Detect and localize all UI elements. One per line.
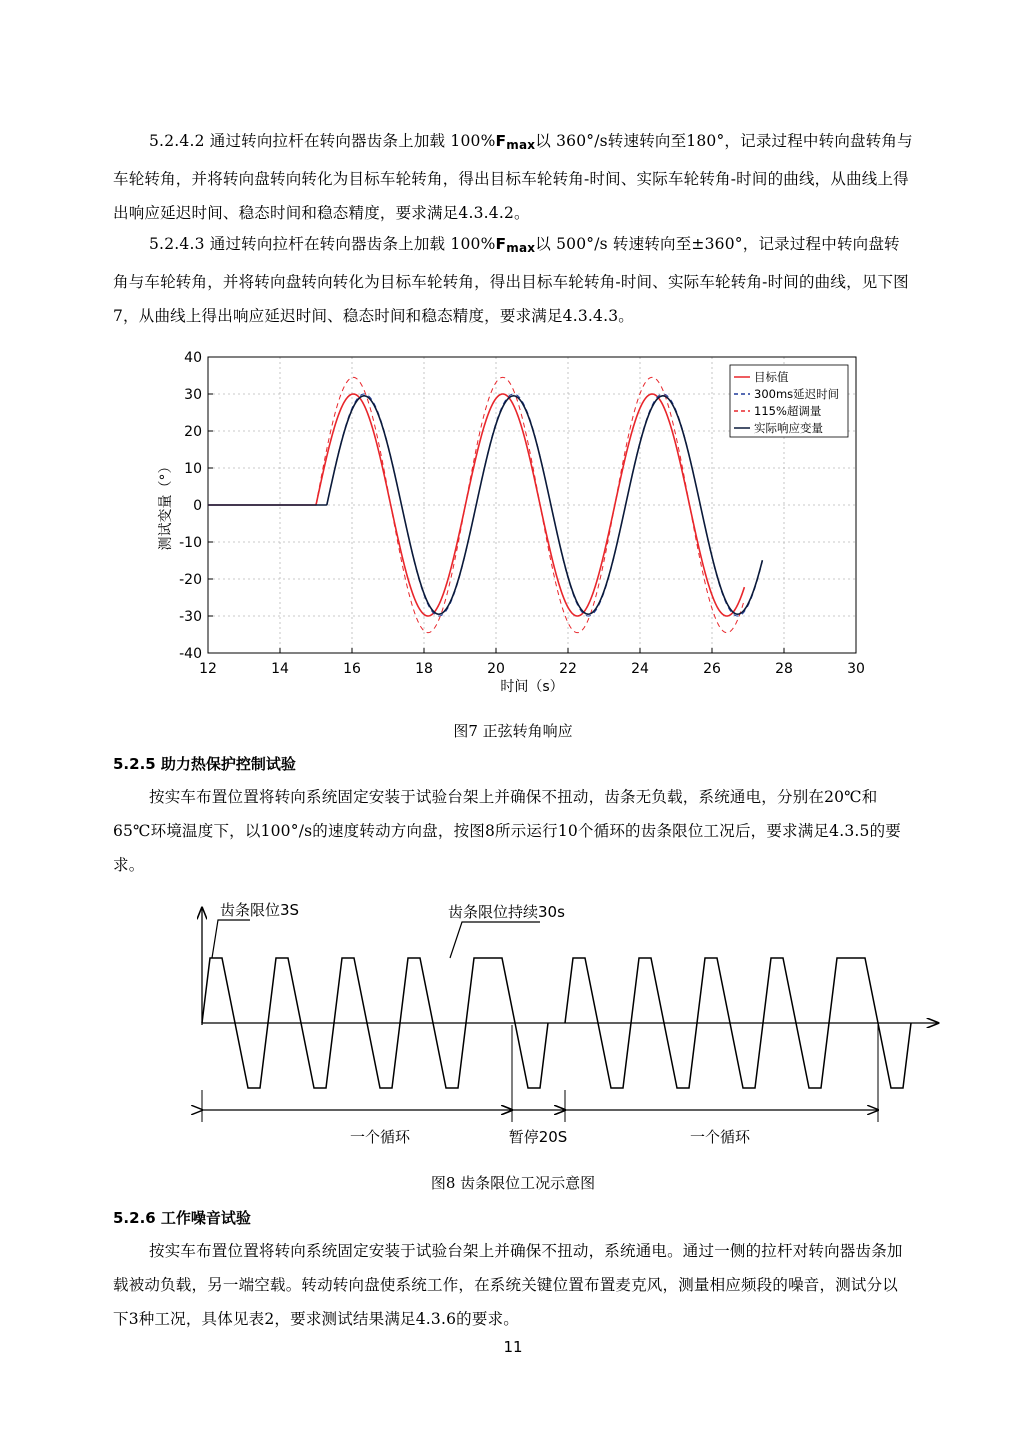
legend-entry: 实际响应变量: [754, 421, 823, 435]
callout-limit3s: [212, 920, 250, 958]
heading-526: 5.2.6 工作噪音试验: [113, 1209, 251, 1227]
x-tick-label: 26: [703, 661, 721, 677]
paragraph-525: 按实车布置位置将转向系统固定安装于试验台架上并确保不扭动，齿条无负载，系统通电，分别在20℃和65℃环境温度下，以100°/s的速度转动方向盘，按图8所示运行10个循环的齿条限位工况后，要求满足4.3.5的要求。: [113, 788, 901, 874]
y-tick-label: 10: [184, 461, 202, 477]
y-tick-label: 40: [184, 350, 202, 366]
figure7-caption: 图7 正弦转角响应: [453, 722, 573, 740]
paragraph-526: 按实车布置位置将转向系统固定安装于试验台架上并确保不扭动，系统通电。通过一侧的拉杆对转向器齿条加载被动负载，另一端空载。转动转向盘使系统工作，在系统关键位置布置麦克风，测量相应频段的噪音，测试分以下3种工况，具体见表2，要求测试结果满足4.3.6的要求。: [113, 1242, 903, 1328]
y-tick-label: -10: [179, 535, 202, 551]
label-cycle2: 一个循环: [689, 1128, 751, 1146]
x-tick-label: 20: [487, 661, 505, 677]
y-tick-label: 20: [184, 424, 202, 440]
paragraph-5243: [113, 227, 913, 333]
x-tick-label: 12: [199, 661, 217, 677]
y-tick-label: -30: [179, 609, 202, 625]
label-pause: 暂停20S: [508, 1128, 568, 1146]
fmax-symbol: $F_{max}$: [495, 132, 536, 152]
x-axis-label: 时间（s）: [500, 679, 564, 695]
paragraph-5242-prefix: 5.2.4.2 通过转向拉杆在转向器齿条上加载 100%: [149, 132, 496, 150]
heading-525: 5.2.5 助力热保护控制试验: [113, 755, 296, 773]
x-tick-label: 24: [631, 661, 649, 677]
label-cycle1: 一个循环: [349, 1128, 411, 1146]
y-tick-label: -40: [179, 646, 202, 662]
x-tick-label: 30: [847, 661, 865, 677]
label-limit3s: 齿条限位3S: [220, 901, 300, 919]
y-tick-label: 30: [184, 387, 202, 403]
x-tick-label: 18: [415, 661, 433, 677]
figure8-caption: 图8 齿条限位工况示意图: [430, 1174, 596, 1192]
figure8-diagram: [180, 890, 950, 1160]
paragraph-5242-rest: 以 360°/s转速转向至180°，记录过程中转向盘转角与车轮转角，并将转向盘转向转化为目标车轮转角，得出目标车轮转角-时间、实际车轮转角-时间的曲线，从曲线上得出响应延迟时间、稳态时间和稳态精度，要求满足4.3.4.2。: [113, 132, 913, 222]
legend-entry: 目标值: [754, 370, 789, 384]
page-number: 11: [503, 1338, 523, 1356]
callout-limit30s: [450, 922, 540, 958]
x-tick-label: 16: [343, 661, 361, 677]
fmax-symbol-2: $F_{max}$: [495, 235, 536, 255]
label-limit30s: 齿条限位持续30s: [448, 903, 565, 921]
y-tick-label: -20: [179, 572, 202, 588]
x-tick-label: 28: [775, 661, 793, 677]
paragraph-5243-rest: 以 500°/s 转速转向至±360°，记录过程中转向盘转角与车轮转角，并将转向盘转向转化为目标车轮转角，得出目标车轮转角-时间、实际车轮转角-时间的曲线，见下图7，从曲线上得出响应延迟时间、稳态时间和稳态精度，要求满足4.3.4.3。: [113, 235, 909, 325]
y-tick-label: 0: [193, 498, 202, 514]
x-tick-label: 14: [271, 661, 289, 677]
paragraph-5243-prefix: 5.2.4.3 通过转向拉杆在转向器齿条上加载 100%: [149, 235, 496, 253]
x-tick-label: 22: [559, 661, 577, 677]
legend-entry: 115%超调量: [754, 404, 822, 418]
chart-legend: [730, 365, 848, 437]
figure7-chart: [150, 345, 890, 705]
paragraph-5242: [113, 124, 913, 230]
legend-entry: 300ms延迟时间: [754, 387, 840, 401]
y-axis-label: 测试变量（°）: [158, 459, 174, 551]
